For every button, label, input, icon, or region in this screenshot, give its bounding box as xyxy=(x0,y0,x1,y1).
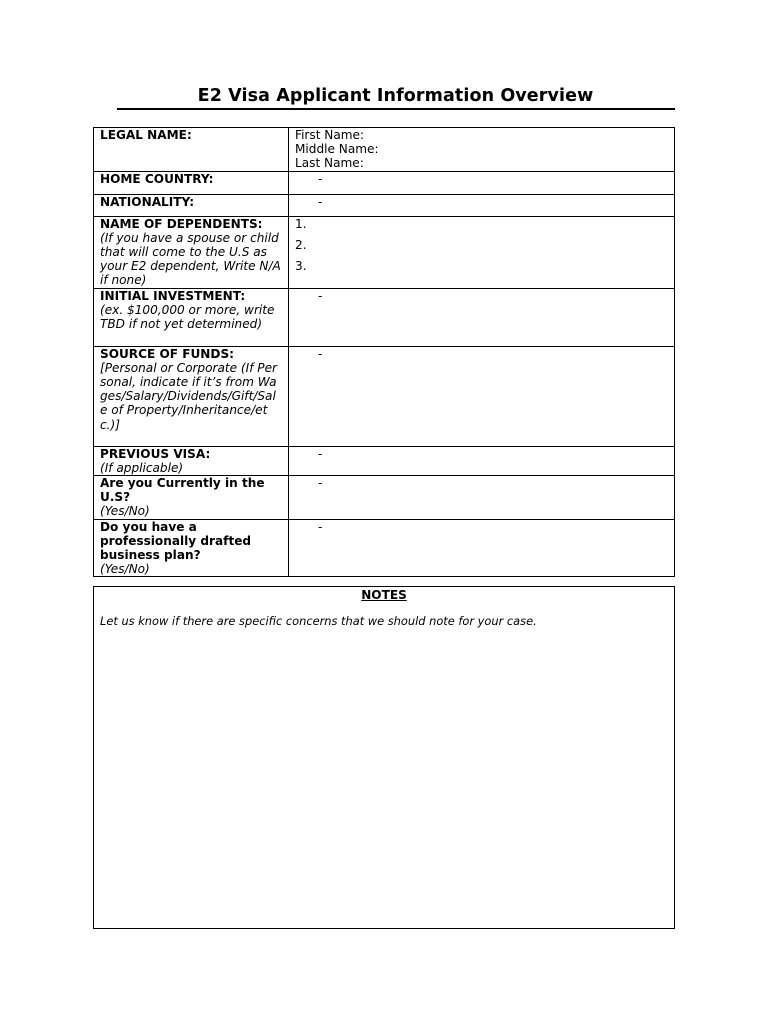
initial-investment-note: (ex. $100,000 or more, write TBD if not yet determined) xyxy=(100,302,275,332)
dependents-label-cell xyxy=(94,216,289,288)
title-underline xyxy=(117,108,675,110)
legal-name-label-cell xyxy=(94,128,289,172)
applicant-info-table xyxy=(93,127,675,577)
home-country-value: - xyxy=(318,171,323,186)
notes-box[interactable] xyxy=(93,586,675,929)
nationality-field[interactable] xyxy=(289,194,675,216)
home-country-label: HOME COUNTRY: xyxy=(100,171,214,186)
source-of-funds-value: - xyxy=(318,346,323,361)
table-row xyxy=(94,346,675,446)
source-of-funds-field[interactable] xyxy=(289,346,675,446)
dependent-item-3: 3. xyxy=(295,258,307,273)
previous-visa-label-cell xyxy=(94,446,289,475)
currently-in-us-value: - xyxy=(318,476,323,491)
nationality-label-cell xyxy=(94,194,289,216)
nationality-value: - xyxy=(318,194,323,209)
table-row xyxy=(94,216,675,288)
dependents-note: (If you have a spouse or child that will come to the U.S as your E2 dependent, Write N/A if none) xyxy=(100,230,281,288)
nationality-label: NATIONALITY: xyxy=(100,194,195,209)
previous-visa-field[interactable] xyxy=(289,446,675,475)
table-row xyxy=(94,128,675,172)
business-plan-field[interactable] xyxy=(289,519,675,577)
home-country-field[interactable] xyxy=(289,171,675,194)
business-plan-note: (Yes/No) xyxy=(100,562,150,577)
notes-instructions: Let us know if there are specific concerns that we should note for your case. xyxy=(100,614,537,628)
table-row xyxy=(94,171,675,194)
table-row xyxy=(94,288,675,346)
legal-name-label: LEGAL NAME: xyxy=(100,128,192,142)
business-plan-label-cell xyxy=(94,519,289,577)
source-of-funds-label-cell xyxy=(94,346,289,446)
previous-visa-value: - xyxy=(318,446,323,461)
source-of-funds-label: SOURCE OF FUNDS: xyxy=(100,346,235,361)
last-name-label: Last Name: xyxy=(295,156,364,171)
table-row xyxy=(94,446,675,475)
dependent-item-1: 1. xyxy=(295,216,307,231)
home-country-label-cell xyxy=(94,171,289,194)
initial-investment-value: - xyxy=(318,288,323,303)
initial-investment-field[interactable] xyxy=(289,288,675,346)
initial-investment-label-cell xyxy=(94,288,289,346)
first-name-label: First Name: xyxy=(295,128,365,142)
dependents-field[interactable] xyxy=(289,216,675,288)
initial-investment-label: INITIAL INVESTMENT: xyxy=(100,288,246,303)
business-plan-value: - xyxy=(318,519,323,534)
table-row xyxy=(94,194,675,216)
previous-visa-label: PREVIOUS VISA: xyxy=(100,446,211,461)
business-plan-label: Do you have a professionally drafted business plan? xyxy=(100,519,252,563)
notes-heading: NOTES xyxy=(361,588,407,602)
previous-visa-note: (If applicable) xyxy=(100,460,184,475)
dependent-item-2: 2. xyxy=(295,237,307,252)
legal-name-field[interactable] xyxy=(289,128,675,172)
page-title: E2 Visa Applicant Information Overview xyxy=(197,86,594,106)
currently-in-us-note: (Yes/No) xyxy=(100,504,150,519)
currently-in-us-field[interactable] xyxy=(289,476,675,520)
currently-in-us-label-cell xyxy=(94,476,289,520)
currently-in-us-label: Are you Currently in the U.S? xyxy=(100,476,265,505)
middle-name-label: Middle Name: xyxy=(295,142,379,157)
dependents-label: NAME OF DEPENDENTS: xyxy=(100,216,263,231)
table-row xyxy=(94,476,675,520)
table-row xyxy=(94,519,675,577)
source-of-funds-note: [Personal or Corporate (If Personal, indicate if it’s from Wages/Salary/Dividends/Gift/Sale of Property/Inheritance/etc.)] xyxy=(100,360,278,432)
